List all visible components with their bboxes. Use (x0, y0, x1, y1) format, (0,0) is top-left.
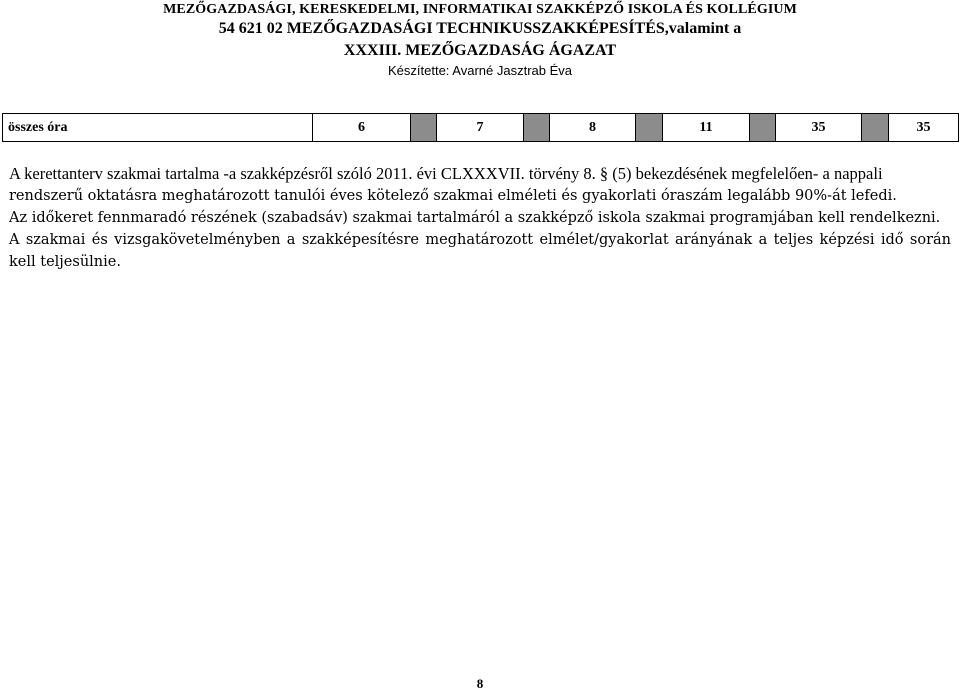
shaded-cell (750, 114, 776, 142)
shaded-cell (636, 114, 663, 142)
total-hours-label: összes óra (3, 114, 313, 142)
hours-cell: 35 (776, 114, 862, 142)
paragraph-law-reference: A kerettanterv szakmai tartalma -a szakképzésről szóló 2011. évi CLXXXVII. törvény 8. § (5) bekezdésének megfelelően- a nappali (9, 164, 883, 183)
page-number: 8 (476, 676, 484, 691)
paragraph-free-band: Az időkeret fennmaradó részének (szabadsáv) szakmai tartalmáról a szakképző iskola szakmai programjában kell rendelkezni. (9, 210, 941, 226)
school-name: MEZŐGAZDASÁGI, KERESKEDELMI, INFORMATIKAI SZAKKÉPZŐ ISKOLA ÉS KOLLÉGIUM (163, 2, 797, 17)
paragraph-coverage: rendszerű oktatásra meghatározott tanulói éves kötelező szakmai elméleti és gyakorlati óraszám legalább 90%-át lefedi. (9, 188, 897, 204)
hours-cell: 6 (313, 114, 411, 142)
hours-cell: 8 (550, 114, 636, 142)
paragraph-theory-practice: A szakmai és vizsgakövetelményben a szakképesítésre meghatározott elmélet/gyakorlat arányának a teljes képzési idő során kell teljesülnie. (9, 232, 951, 270)
sector-title: XXXIII. MEZŐGAZDASÁG ÁGAZAT (343, 42, 617, 59)
hours-cell: 7 (437, 114, 524, 142)
shaded-cell (411, 114, 437, 142)
table-row (3, 114, 959, 142)
author-line: Készítette: Avarné Jasztrab Éva (387, 63, 573, 78)
total-hours-table (2, 113, 959, 142)
shaded-cell (862, 114, 889, 142)
qualification-title: 54 621 02 MEZŐGAZDASÁGI TECHNIKUSSZAKKÉPESÍTÉS,valamint a (218, 20, 742, 37)
shaded-cell (524, 114, 550, 142)
hours-cell: 35 (889, 114, 959, 142)
body-text (9, 163, 951, 273)
hours-cell: 11 (663, 114, 750, 142)
